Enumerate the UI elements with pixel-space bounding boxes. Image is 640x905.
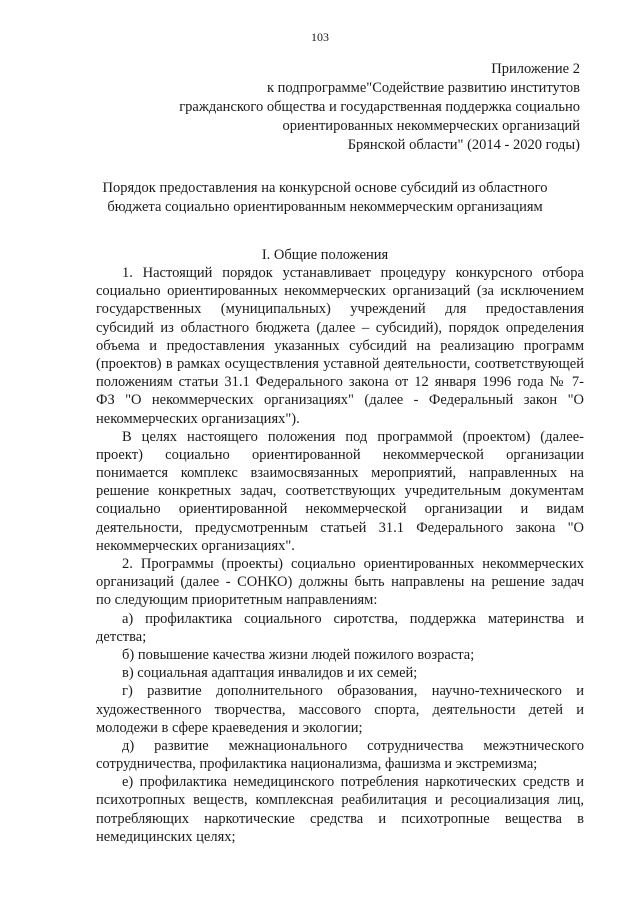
paragraph-line: В целях настоящего положения под программой (проектом) (далее-: [122, 428, 584, 445]
paragraph: [96, 682, 584, 737]
section-heading: I. Общие положения: [261, 247, 389, 263]
page-number: 103: [311, 30, 329, 44]
paragraph-line: деятельности, предусмотренным статьей 31.1 Федерального закона "О: [96, 519, 584, 536]
paragraph-line: решение конкретных задач, соответствующих учредительным документам: [96, 483, 584, 500]
appendix-line: к подпрограмме"Содействие развитию институтов: [266, 80, 580, 96]
paragraph-line: субсидий из областного бюджета (далее – субсидий), порядок определения: [96, 319, 584, 336]
paragraph-line: положениям статьи 31.1 Федерального закона от 12 января 1996 года № 7-: [96, 374, 584, 391]
paragraph: [96, 428, 584, 555]
appendix-line: ориентированных некоммерческих организаций: [282, 118, 580, 134]
paragraph-line: некоммерческих организациях").: [96, 410, 300, 427]
appendix-line: Приложение 2: [491, 61, 580, 77]
paragraph-line: (проектов) в рамках осуществления уставной деятельности, соответствующей: [96, 355, 584, 372]
paragraph: [96, 664, 584, 682]
paragraph-line: а) профилактика социального сиротства, поддержка материнства и: [122, 610, 584, 627]
paragraph: [96, 264, 584, 428]
paragraph-line: немедицинских целях;: [96, 828, 236, 845]
paragraph-line: социально ориентированной некоммерческой организации и видам: [96, 501, 584, 518]
paragraph-line: понимается комплекс взаимосвязанных мероприятий, направленных на: [96, 465, 584, 482]
paragraph-line: б) повышение качества жизни людей пожилого возраста;: [122, 646, 475, 663]
paragraph-line: социально ориентированных некоммерческих организаций (за исключением: [96, 283, 584, 300]
paragraph-line: психотропных веществ, комплексная реабилитация и ресоциализация лиц,: [96, 792, 584, 809]
paragraph: [96, 737, 584, 773]
paragraph: [96, 773, 584, 846]
appendix-header: [140, 60, 580, 155]
appendix-line: гражданского общества и государственная поддержка социально: [179, 99, 580, 115]
paragraph-line: сотрудничества, профилактика национализма, фашизма и экстремизма;: [96, 756, 538, 773]
appendix-line: Брянской области" (2014 - 2020 годы): [347, 137, 580, 153]
paragraph: [96, 610, 584, 646]
paragraph-line: ФЗ "О некоммерческих организациях" (далее - Федеральный закон "О: [96, 392, 584, 409]
paragraph-line: потребляющих наркотические средства и психотропные вещества в: [96, 810, 584, 827]
document-body: [96, 264, 584, 846]
document-title-line: Порядок предоставления на конкурсной основе субсидий из областного: [102, 180, 548, 196]
paragraph-line: по следующим приоритетным направлениям:: [96, 592, 378, 609]
paragraph-line: объема и предоставления указанных субсидий на реализацию программ: [96, 337, 584, 354]
paragraph-line: 2. Программы (проекты) социально ориентированных некоммерческих: [122, 556, 584, 572]
paragraph-line: государственных (муниципальных) учреждений для предоставления: [96, 301, 584, 318]
paragraph: [96, 646, 584, 664]
paragraph-line: организаций (далее - СОНКО) должны быть направлены на решение задач: [96, 574, 584, 591]
paragraph-line: детства;: [96, 628, 147, 645]
paragraph-line: молодежи в сфере краеведения и экологии;: [96, 719, 363, 736]
paragraph-line: некоммерческих организациях".: [96, 537, 295, 554]
paragraph-line: д) развитие межнационального сотрудничества межэтнического: [122, 737, 584, 754]
paragraph: [96, 555, 584, 610]
paragraph-line: е) профилактика немедицинского потребления наркотических средств и: [122, 774, 584, 791]
paragraph-line: проект) социально ориентированной некоммерческой организации: [96, 446, 584, 463]
paragraph-line: 1. Настоящий порядок устанавливает процедуру конкурсного отбора: [122, 265, 584, 281]
paragraph-line: художественного творчества, массового спорта, деятельности детей и: [96, 701, 584, 718]
document-title: [60, 179, 590, 217]
paragraph-line: в) социальная адаптация инвалидов и их семей;: [122, 665, 418, 682]
paragraph-line: г) развитие дополнительного образования, научно-технического и: [122, 683, 584, 700]
document-title-line: бюджета социально ориентированным некоммерческим организациям: [107, 199, 543, 215]
